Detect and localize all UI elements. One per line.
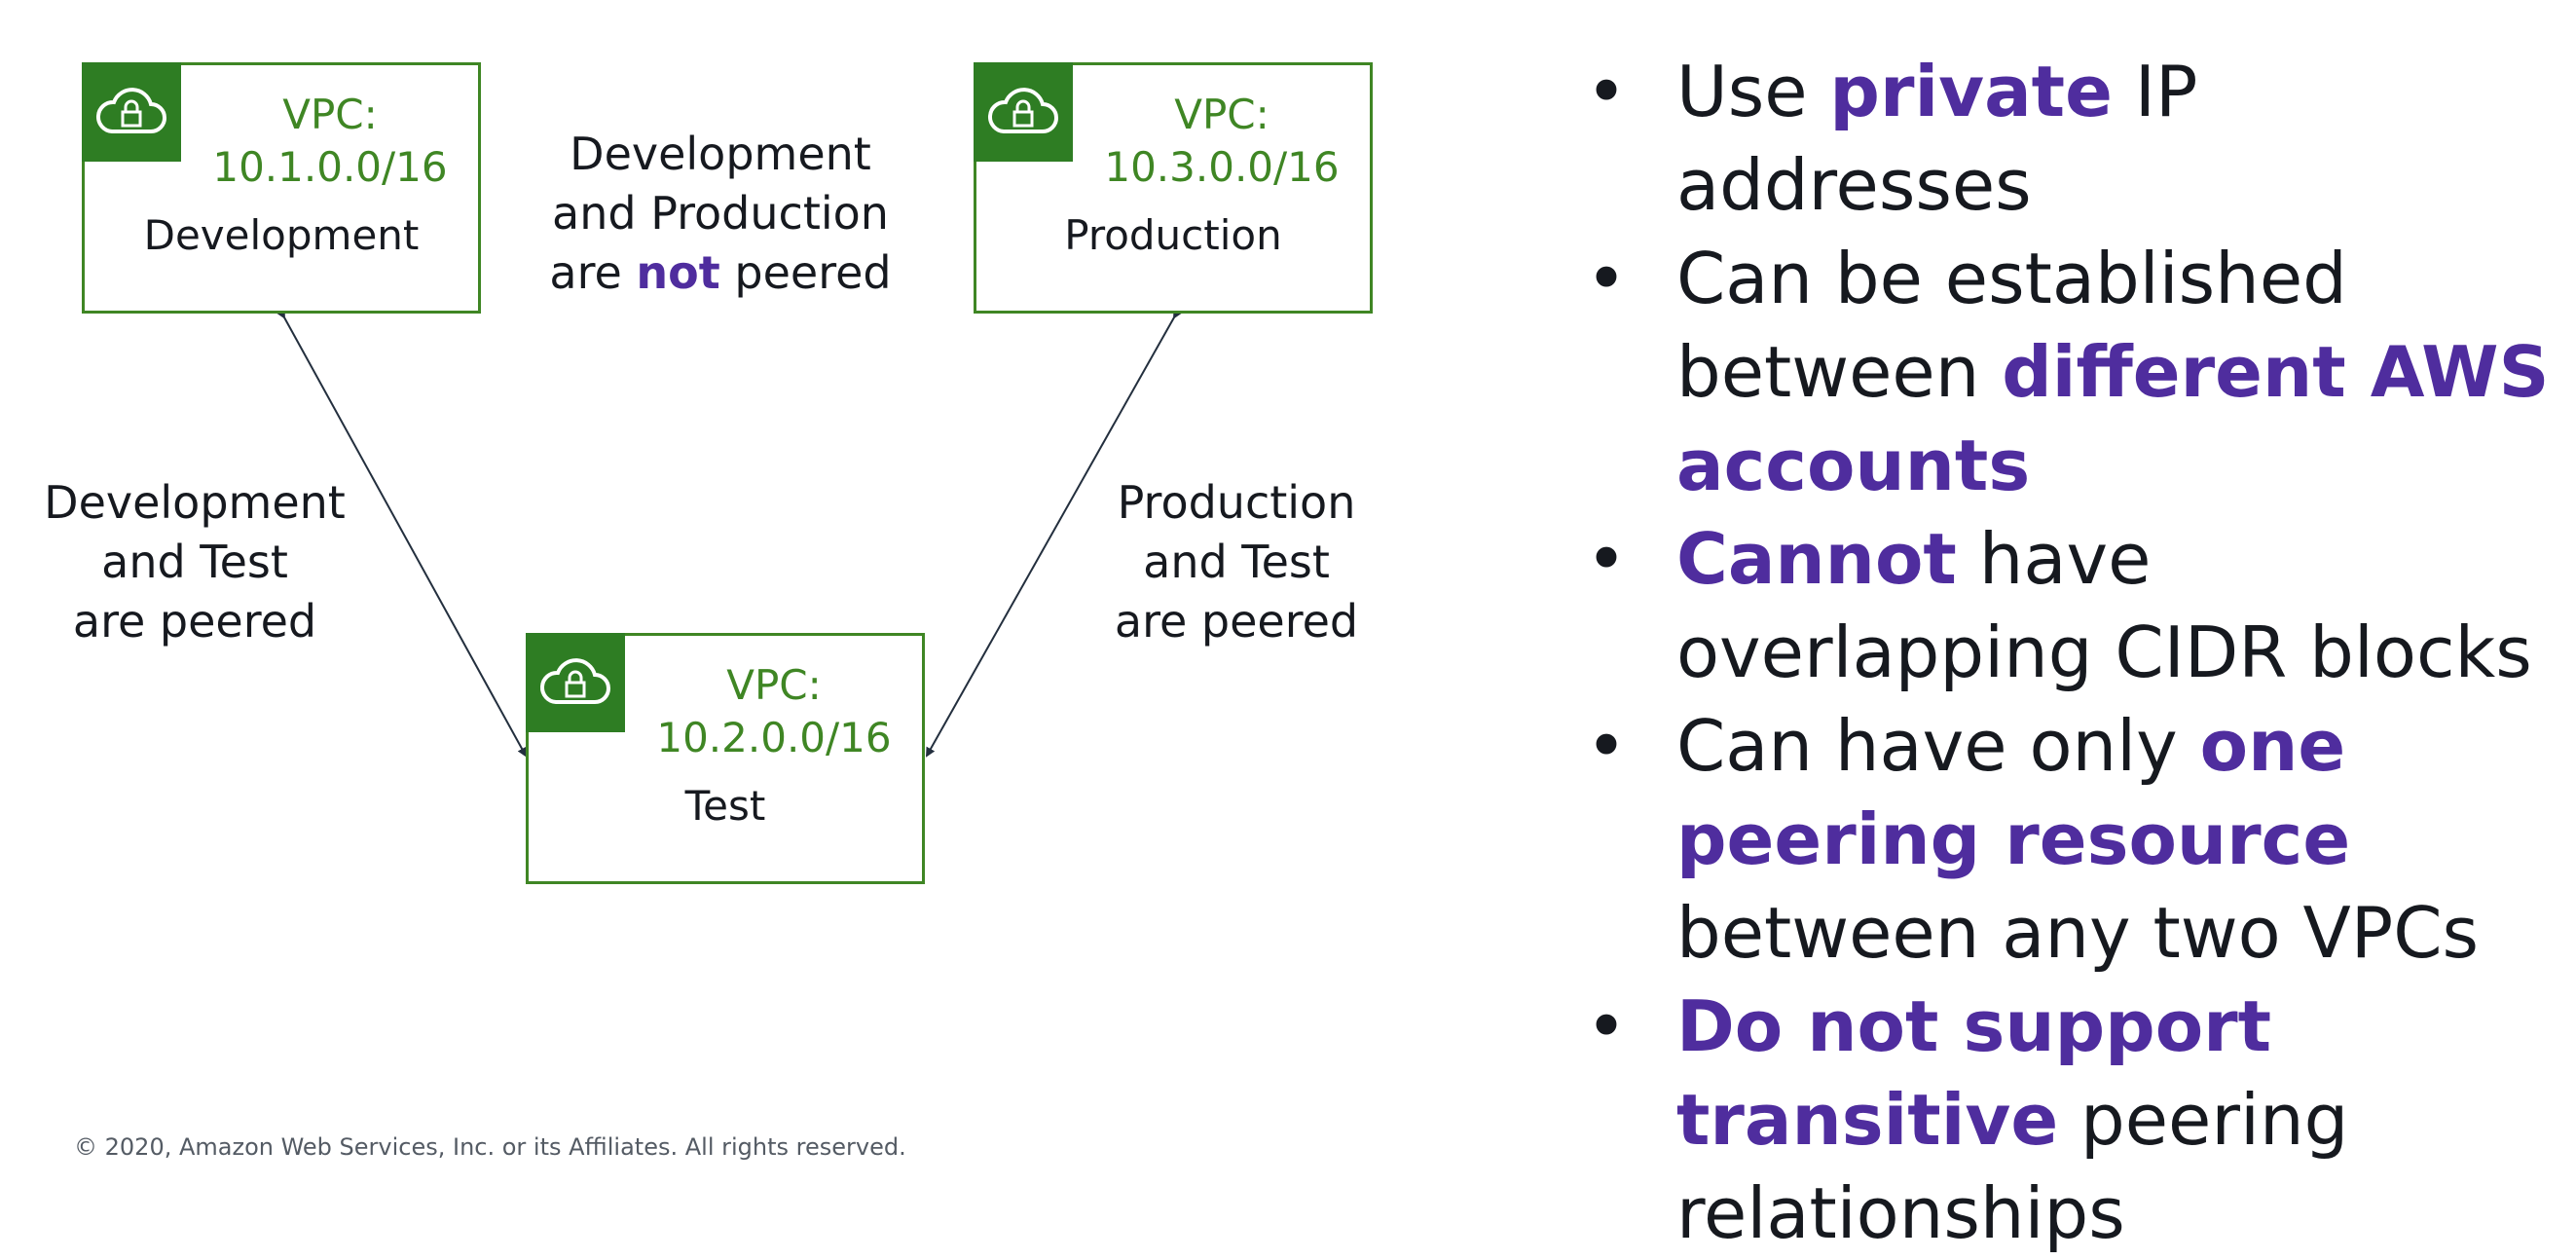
- list-item: • Can be established between different AWS accounts: [1577, 232, 2570, 512]
- vpc-cidr: 10.2.0.0/16: [656, 714, 892, 761]
- vpc-name: Production: [1064, 211, 1282, 259]
- bullet-icon: •: [1585, 518, 1628, 600]
- vpc-cloud-lock-icon: [974, 62, 1073, 162]
- bullet-icon: •: [1585, 51, 1628, 132]
- vpc-test: [526, 633, 925, 884]
- label-dev-prod-not-peered: Development and Production are not peered: [549, 128, 892, 299]
- bullet-icon: •: [1585, 238, 1628, 319]
- vpc-cloud-lock-icon: [82, 62, 181, 162]
- vpc-cidr: 10.3.0.0/16: [1104, 143, 1340, 191]
- list-item: • Use private IP addresses: [1577, 45, 2570, 232]
- vpc-name: Development: [143, 211, 420, 259]
- vpc-heading: VPC: 10.1.0.0/16: [182, 89, 478, 194]
- bullet-icon: •: [1585, 705, 1628, 787]
- label-prod-test-peered: Production and Test are peered: [1114, 476, 1359, 648]
- vpc-name: Test: [684, 782, 766, 830]
- vpc-peering-facts-list: [1577, 45, 2570, 1260]
- copyright-footer: © 2020, Amazon Web Services, Inc. or its Affiliates. All rights reserved.: [74, 1133, 906, 1161]
- list-item: • Cannot have overlapping CIDR blocks: [1577, 512, 2570, 699]
- list-item: • Do not support transitive peering relationships: [1577, 980, 2570, 1260]
- vpc-heading: VPC: 10.2.0.0/16: [626, 659, 922, 764]
- vpc-production: [974, 62, 1373, 314]
- vpc-cloud-lock-icon: [526, 633, 625, 732]
- vpc-cidr: 10.1.0.0/16: [212, 143, 448, 191]
- vpc-heading: VPC: 10.3.0.0/16: [1074, 89, 1370, 194]
- bullet-icon: •: [1585, 985, 1628, 1067]
- list-item: • Can have only one peering resource between any two VPCs: [1577, 699, 2570, 980]
- vpc-development: [82, 62, 481, 314]
- label-dev-test-peered: Development and Test are peered: [44, 476, 346, 648]
